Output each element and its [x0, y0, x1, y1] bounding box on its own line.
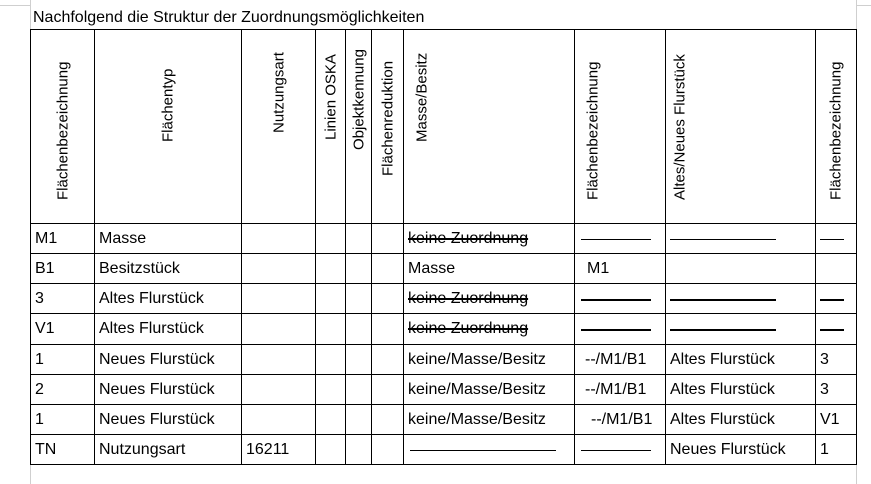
- cell-objektkennung: [346, 254, 372, 284]
- header-cell: [316, 30, 346, 224]
- cell-flaechenreduktion: [372, 434, 404, 464]
- document-heading: Nachfolgend die Struktur der Zuordnungsmöglichkeiten: [33, 9, 425, 26]
- cell-text: Masse: [99, 230, 147, 247]
- cell-altes-neues-flurstueck: [666, 284, 816, 314]
- header-cell: [666, 30, 816, 224]
- cell-objektkennung: [346, 224, 372, 254]
- cell-masse-besitz: [404, 434, 575, 464]
- empty-dash-line: [670, 239, 776, 240]
- cell-text: Neues Flurstück: [99, 410, 215, 428]
- cell-text: Neues Flurstück: [670, 440, 786, 458]
- cell-nutzungsart: [242, 314, 316, 344]
- cell-altes-neues-flurstueck: [666, 374, 816, 404]
- cell-nutzungsart: [242, 224, 316, 254]
- table-row: [31, 284, 857, 314]
- column-header-objektkennung: Objektkennung: [350, 49, 367, 150]
- cell-nutzungsart: [242, 284, 316, 314]
- cell-flaechenbezeichnung-3: [816, 314, 857, 344]
- column-header-flaechentyp: Flächentyp: [159, 68, 177, 142]
- cell-text: TN: [35, 440, 57, 458]
- cell-text: Altes Flurstück: [670, 410, 775, 428]
- cell-text: keine Zuordnung: [408, 290, 529, 308]
- cell-text: keine Zuordnung: [408, 230, 529, 247]
- cell-flaechenbezeichnung-2: [575, 314, 666, 344]
- cell-flaechenbezeichnung-3: [816, 374, 857, 404]
- cell-flaechenreduktion: [372, 404, 404, 434]
- cell-flaechenreduktion: [372, 224, 404, 254]
- cell-text: Nutzungsart: [99, 440, 186, 458]
- cell-text: M1: [35, 230, 58, 247]
- cell-linien-oska: [316, 284, 346, 314]
- cell-flaechenbezeichnung-2: [575, 224, 666, 254]
- cell-flaechenbezeichnung-2: [575, 404, 666, 434]
- cell-flaechenbezeichnung: [31, 314, 95, 344]
- cell-flaechenreduktion: [372, 374, 404, 404]
- cell-flaechentyp: [95, 344, 242, 374]
- cell-flaechenbezeichnung-3: [816, 284, 857, 314]
- cell-flaechenreduktion: [372, 284, 404, 314]
- cell-linien-oska: [316, 254, 346, 284]
- cell-text: keine/Masse/Besitz: [408, 410, 546, 428]
- page-margin-top: [0, 5, 30, 6]
- cell-flaechenbezeichnung: [31, 404, 95, 434]
- empty-dash-line: [820, 329, 844, 330]
- column-header-linien-oska: Linien OSKA: [322, 54, 339, 140]
- empty-dash-line: [670, 299, 776, 300]
- assignment-structure-table: [30, 29, 857, 465]
- empty-dash-line: [820, 299, 844, 300]
- table-row: [31, 224, 857, 254]
- cell-altes-neues-flurstueck: [666, 314, 816, 344]
- cell-flaechenreduktion: [372, 314, 404, 344]
- cell-flaechenbezeichnung: [31, 224, 95, 254]
- cell-text: Altes Flurstück: [99, 290, 204, 308]
- table-row: [31, 344, 857, 374]
- table-row: [31, 404, 857, 434]
- cell-masse-besitz: [404, 254, 575, 284]
- cell-flaechentyp: [95, 404, 242, 434]
- cell-flaechentyp: [95, 224, 242, 254]
- cell-altes-neues-flurstueck: [666, 254, 816, 284]
- cell-linien-oska: [316, 224, 346, 254]
- cell-flaechentyp: [95, 374, 242, 404]
- cell-masse-besitz: [404, 224, 575, 254]
- empty-dash-line: [581, 329, 651, 330]
- cell-flaechenbezeichnung-3: [816, 224, 857, 254]
- column-header-flaechenreduktion: Flächenreduktion: [379, 60, 396, 176]
- cell-nutzungsart: [242, 404, 316, 434]
- cell-text: Masse: [408, 260, 456, 278]
- cell-text: V1: [35, 320, 55, 338]
- cell-objektkennung: [346, 344, 372, 374]
- cell-flaechentyp: [95, 434, 242, 464]
- cell-flaechenbezeichnung-2: [575, 284, 666, 314]
- cell-linien-oska: [316, 374, 346, 404]
- column-header-nutzungsart: Nutzungsart: [270, 52, 287, 133]
- cell-flaechenbezeichnung-3: [816, 344, 857, 374]
- empty-dash-line: [820, 239, 844, 240]
- column-header-masse-besitz: Masse/Besitz: [413, 52, 431, 142]
- table-row: [31, 314, 857, 344]
- header-cell: [242, 30, 316, 224]
- cell-flaechentyp: [95, 314, 242, 344]
- empty-dash-line: [670, 329, 776, 330]
- cell-text: Neues Flurstück: [99, 350, 215, 368]
- table-header-row: [31, 30, 857, 224]
- empty-dash-line: [581, 239, 651, 240]
- header-cell: [372, 30, 404, 224]
- cell-nutzungsart: [242, 374, 316, 404]
- cell-masse-besitz: [404, 404, 575, 434]
- cell-text: 3: [820, 350, 829, 368]
- cell-flaechenbezeichnung-2: [575, 254, 666, 284]
- cell-text: keine Zuordnung: [408, 320, 529, 338]
- cell-masse-besitz: [404, 314, 575, 344]
- cell-altes-neues-flurstueck: [666, 224, 816, 254]
- empty-dash-line: [410, 450, 556, 451]
- cell-text: 1: [35, 350, 44, 368]
- empty-dash-line: [581, 299, 651, 300]
- cell-text: Besitzstück: [99, 260, 180, 278]
- cell-text: 3: [820, 380, 829, 398]
- column-header-flaechenbezeichnung: Flächenbezeichnung: [54, 61, 71, 200]
- cell-objektkennung: [346, 374, 372, 404]
- cell-flaechenbezeichnung-3: [816, 254, 857, 284]
- cell-flaechenbezeichnung: [31, 254, 95, 284]
- cell-text: V1: [820, 410, 840, 428]
- cell-flaechenbezeichnung: [31, 344, 95, 374]
- header-cell: [95, 30, 242, 224]
- column-header-altes-neues-flurstueck: Altes/Neues Flurstück: [671, 54, 689, 200]
- cell-text: keine/Masse/Besitz: [408, 380, 546, 398]
- page-margin-top-right: [856, 5, 871, 6]
- cell-nutzungsart: [242, 254, 316, 284]
- cell-linien-oska: [316, 314, 346, 344]
- column-header-flaechenbezeichnung-3: Flächenbezeichnung: [827, 61, 845, 200]
- cell-text: keine/Masse/Besitz: [408, 350, 546, 368]
- cell-flaechenreduktion: [372, 344, 404, 374]
- cell-flaechenbezeichnung-2: [575, 344, 666, 374]
- cell-flaechenreduktion: [372, 254, 404, 284]
- cell-objektkennung: [346, 404, 372, 434]
- cell-text: Altes Flurstück: [670, 380, 775, 398]
- header-cell: [575, 30, 666, 224]
- cell-text: Altes Flurstück: [99, 320, 204, 338]
- cell-text: 1: [35, 410, 44, 428]
- header-cell: [816, 30, 857, 224]
- cell-text: 3: [35, 290, 44, 308]
- empty-dash-line: [581, 450, 651, 451]
- header-cell: [31, 30, 95, 224]
- cell-text: 16211: [246, 440, 290, 458]
- header-cell: [404, 30, 575, 224]
- cell-flaechentyp: [95, 254, 242, 284]
- cell-nutzungsart: [242, 434, 316, 464]
- cell-nutzungsart: [242, 344, 316, 374]
- cell-text: --/M1/B1: [585, 350, 647, 368]
- cell-text: Altes Flurstück: [670, 350, 775, 368]
- cell-text: M1: [587, 260, 610, 278]
- cell-altes-neues-flurstueck: [666, 434, 816, 464]
- cell-altes-neues-flurstueck: [666, 344, 816, 374]
- cell-flaechentyp: [95, 284, 242, 314]
- cell-altes-neues-flurstueck: [666, 404, 816, 434]
- cell-text: --/M1/B1: [591, 410, 653, 428]
- cell-text: B1: [35, 260, 55, 278]
- table-row: [31, 434, 857, 464]
- table-row: [31, 254, 857, 284]
- cell-flaechenbezeichnung-2: [575, 434, 666, 464]
- cell-flaechenbezeichnung: [31, 284, 95, 314]
- header-cell: [346, 30, 372, 224]
- cell-text: 2: [35, 380, 44, 398]
- cell-flaechenbezeichnung: [31, 374, 95, 404]
- cell-linien-oska: [316, 434, 346, 464]
- cell-linien-oska: [316, 404, 346, 434]
- cell-text: Neues Flurstück: [99, 380, 215, 398]
- cell-flaechenbezeichnung: [31, 434, 95, 464]
- cell-masse-besitz: [404, 284, 575, 314]
- table-row: [31, 374, 857, 404]
- cell-objektkennung: [346, 314, 372, 344]
- cell-masse-besitz: [404, 374, 575, 404]
- cell-flaechenbezeichnung-3: [816, 434, 857, 464]
- cell-objektkennung: [346, 284, 372, 314]
- cell-flaechenbezeichnung-2: [575, 374, 666, 404]
- cell-objektkennung: [346, 434, 372, 464]
- table-body: [31, 224, 857, 465]
- cell-flaechenbezeichnung-3: [816, 404, 857, 434]
- cell-masse-besitz: [404, 344, 575, 374]
- cell-text: 1: [820, 440, 829, 458]
- column-header-flaechenbezeichnung-2: Flächenbezeichnung: [584, 61, 602, 200]
- cell-linien-oska: [316, 344, 346, 374]
- cell-text: --/M1/B1: [585, 380, 647, 398]
